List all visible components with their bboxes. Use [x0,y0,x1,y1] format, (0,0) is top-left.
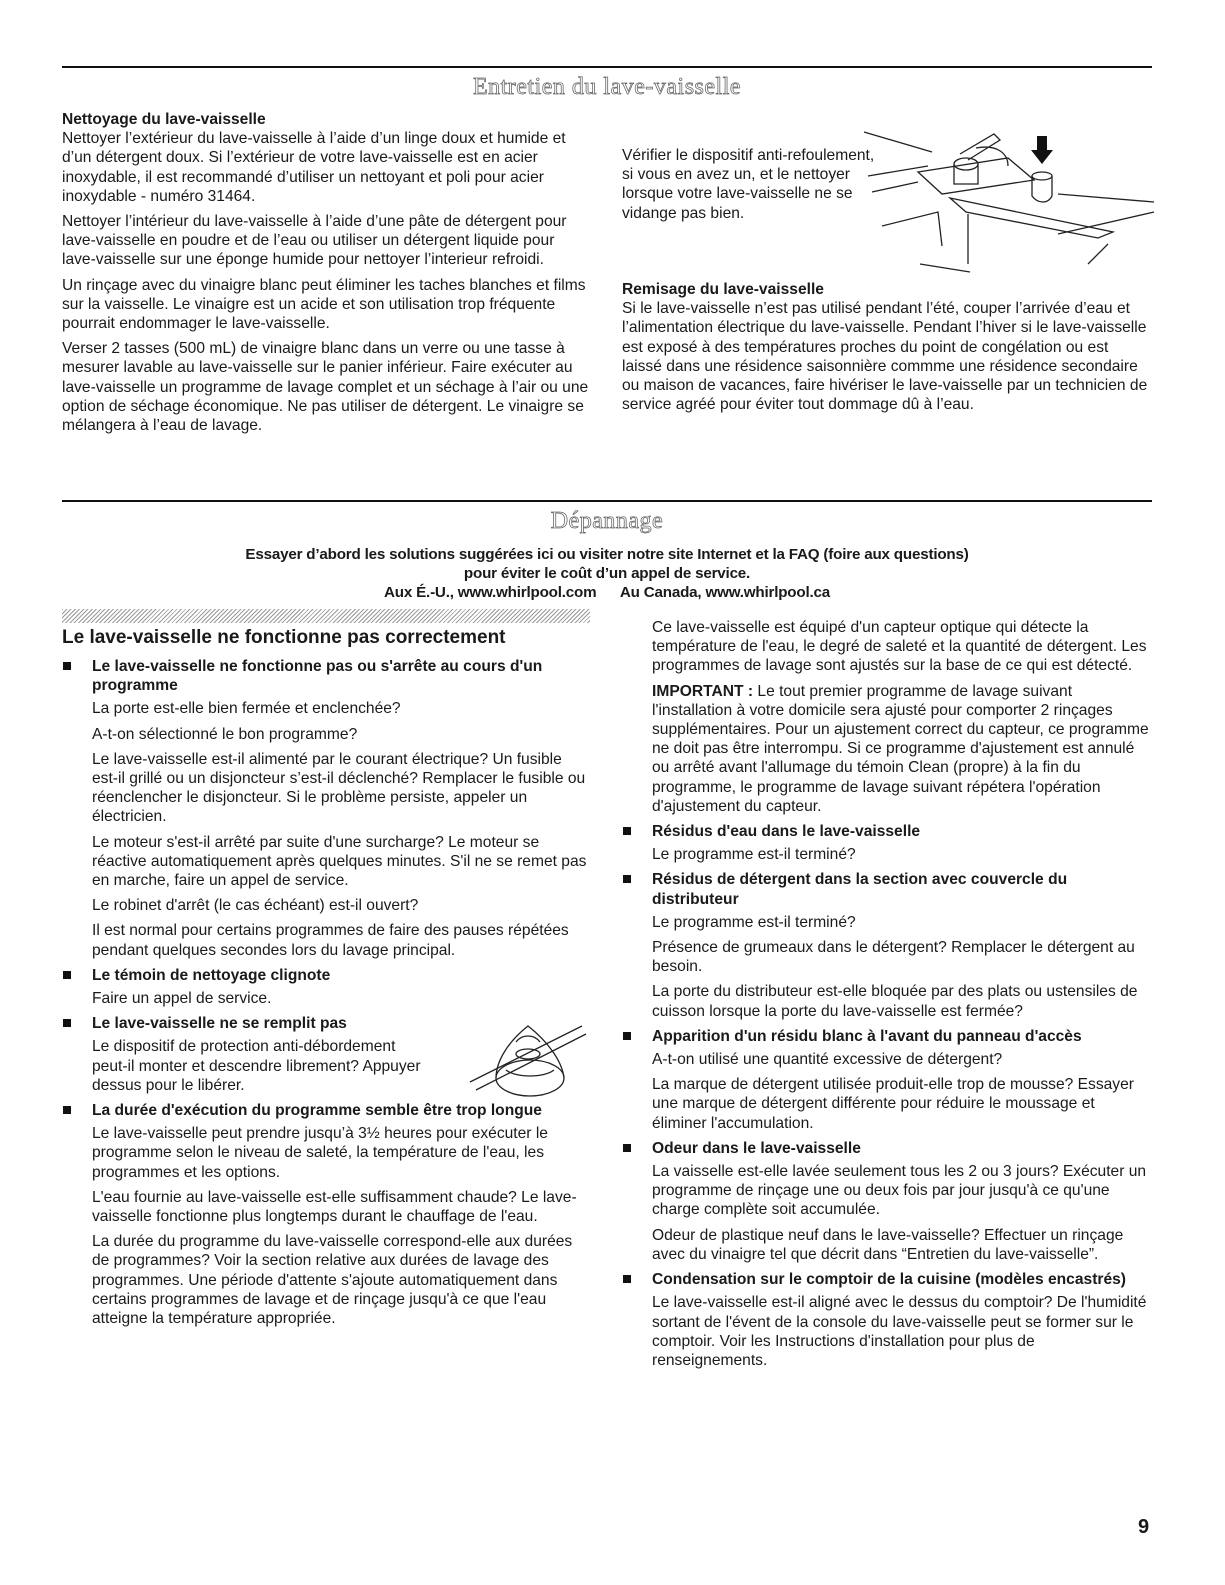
issue-title: Apparition d'un résidu blanc à l'avant du panneau d'accès [652,1027,1082,1045]
right-column-troubleshooting [622,618,1152,1376]
important-label: IMPORTANT : [652,682,754,700]
issue-answer: Il est normal pour certains programmes de faire des pauses répétées pendant quelques secondes lors du lavage principal. [92,922,569,959]
issue-answer: La durée du programme du lave-vaisselle correspond-elle aux durées de programmes? Voir la section relative aux durées de lavage des programmes. Une période d'attente s'ajoute automatiquement dans certains programmes de lavage et de rinçage jusqu'à ce que l'eau atteigne la température appropriée. [92,1233,573,1328]
issue-detergent-residue [622,870,1152,908]
cleaning-paragraph-4: Verser 2 tasses (500 mL) de vinaigre blanc dans un verre ou une tasse à mesurer lavable au lave-vaisselle sur le panier inférieur. Faire exécuter au lave-vaisselle un programme de lavage complet et un séchage à l’air ou une option de séchage économique. Ne pas utiliser de détergent. Le vinaigre se mélangera à l’eau de lavage. [62,340,589,435]
service-note-line-3 [62,583,1152,602]
issue-answer: La porte est-elle bien fermée et enclenchée? [92,700,401,718]
issue-title: Résidus de détergent dans la section avec couvercle du distributeur [652,871,1068,908]
subhead-hatch-bar [62,609,590,623]
issue-answer: Présence de grumeaux dans le détergent? Remplacer le détergent au besoin. [652,939,1135,976]
issue-condensation [622,1270,1152,1289]
section-title-troubleshooting: Dépannage [550,508,664,534]
left-column-troubleshooting [62,657,590,1334]
issue-answer: L'eau fournie au lave-vaisselle est-elle suffisamment chaude? Le lave-vaisselle fonctionne plus longtemps durant le chauffage de l'eau. [92,1188,577,1226]
issue-answer: Le lave-vaisselle peut prendre jusqu’à 3½ heures pour exécuter le programme selon le niveau de saleté, la température de l'eau, les programmes et les options. [92,1125,548,1181]
important-text: Le tout premier programme de lavage suivant l'installation à votre domicile sera ajusté pour comporter 2 rinçages supplémentaires. Pour un ajustement correct du capteur, ce programme ne doit pas être interrompu. Si ce programme d'ajustement est annulé ou arrêté avant l'allumage du témoin Clean (propre) à la fin du programme, le programme de lavage suivant répétera l'opération d'ajustement du capteur. [652,682,1149,815]
section-title-maintenance: Entretien du lave-vaisselle [472,74,742,100]
storage-paragraph: Si le lave-vaisselle n’est pas utilisé pendant l’été, couper l’arrivée d’eau et l’alimentation électrique du lave-vaisselle. Pendant l’hiver si le lave-vaisselle est exposé à des températures proches du point de congélation ou est laissé dans une résidence saisonnière commme une résidence secondaire ou maison de vacances, faire hivériser le lave-vaisselle par un technicien de service agréé pour éviter tout dommage dû à l’eau. [622,300,1148,414]
issue-answer: La marque de détergent utilisée produit-elle trop de mousse? Essayer une marque de détergent différente pour réduire le moussage et éliminer l'accumulation. [652,1076,1134,1132]
issue-answer: Le lave-vaisselle est-il alimenté par le courant électrique? Un fusible est-il grillé ou un disjoncteur s’est-il déclenché? Remplacer le fusible ou réenclencher le disjoncteur. Si le problème persiste, appeler un électricien. [92,750,586,826]
service-note-line-2: pour éviter le coût d’un appel de service. [463,565,751,582]
issue-answer: Odeur de plastique neuf dans le lave-vaisselle? Effectuer un rinçage avec du vinaigre tel que décrit dans “Entretien du lave-vaisselle”. [652,1226,1124,1263]
section-rule-top [62,66,1152,68]
air-gap-arrow-shaft [1037,136,1047,150]
cleaning-heading: Nettoyage du lave-vaisselle [62,111,266,128]
issue-odor [622,1139,1152,1158]
service-note [62,545,1152,602]
cleaning-paragraph-3: Un rinçage avec du vinaigre blanc peut éliminer les taches blanches et films sur la vaisselle. Le vinaigre est un acide et son utilisation trop fréquente pourrait endommager le lave-vaisselle. [62,276,586,333]
issue-answer: Le programme est-il terminé? [652,846,856,864]
air-gap-illustration [858,114,1154,278]
issue-answer: Le dispositif de protection anti-débordement peut-il monter et descendre librement? Appuyer dessus pour le libérer. [92,1038,421,1094]
bullet-square-icon [63,1019,71,1027]
issue-clean-light-blinks [62,966,590,985]
issue-answer: Le moteur s'est-il arrêté par suite d'une surcharge? Le moteur se réactive automatiquement après quelques minutes. S'il ne se remet pas en marche, faire un appel de service. [92,833,587,890]
issue-not-operating [62,657,590,695]
issue-white-residue [622,1027,1152,1046]
issue-water-residue [622,822,1152,841]
important-paragraph [622,682,1152,816]
bullet-square-icon [623,1275,631,1283]
airgap-paragraph: Vérifier le dispositif anti-refoulement, si vous en avez un, et le nettoyer lorsque votre lave-vaisselle ne se vidange pas bien. [622,147,875,222]
issue-title: Le lave-vaisselle ne fonctionne pas ou s'arrête au cours d'un programme [92,658,543,695]
left-column-maintenance [62,110,590,441]
bullet-square-icon [623,1144,631,1152]
issue-title: Le lave-vaisselle ne se remplit pas [92,1015,347,1033]
float-protector-illustration [466,1020,590,1104]
cleaning-paragraph-1: Nettoyer l’extérieur du lave-vaisselle à l’aide d’un linge doux et humide et d’un détergent doux. Si l’extérieur de votre lave-vaisselle est en acier inoxydable, il est recommandé d’utiliser un nettoyant et poli pour acier inoxydable - numéro 31464. [62,130,566,205]
issue-answer: Faire un appel de service. [92,990,272,1008]
issue-answer: A-t-on sélectionné le bon programme? [92,725,358,743]
canada-website-link[interactable]: Au Canada, www.whirlpool.ca [619,584,830,601]
cleaning-paragraph-2: Nettoyer l’intérieur du lave-vaisselle à l’aide d’une pâte de détergent pour lave-vaisselle en poudre et de l’eau ou utiliser un détergent liquide pour lave-vaisselle sur une éponge humide pour nettoyer l’interieur refroidi. [62,213,567,269]
issue-answer: A-t-on utilisé une quantité excessive de détergent? [652,1051,1003,1069]
issue-answer: La porte du distributeur est-elle bloquée par des plats ou ustensiles de cuisson lorsque la porte du lave-vaisselle est fermée? [652,983,1138,1020]
issue-answer: Le robinet d'arrêt (le cas échéant) est-il ouvert? [92,897,419,915]
bullet-square-icon [623,1032,631,1040]
issue-title: Odeur dans le lave-vaisselle [652,1139,861,1157]
issue-answer: La vaisselle est-elle lavée seulement tous les 2 ou 3 jours? Exécuter un programme de rinçage une ou deux fois par jour jusqu'à ce qu'une charge complète soit accumulée. [652,1163,1147,1219]
issue-title: Le témoin de nettoyage clignote [92,966,331,984]
bullet-square-icon [623,875,631,883]
air-gap-arrow-head [1031,150,1053,164]
troubleshooting-subheading: Le lave-vaisselle ne fonctionne pas correctement [62,627,506,648]
page-number: 9 [1138,1516,1150,1538]
bullet-square-icon [623,827,631,835]
issue-title: Résidus d'eau dans le lave-vaisselle [652,823,921,841]
section-rule-troubleshooting [62,500,1152,502]
airgap-text-block [622,146,884,229]
issue-answer: Le programme est-il terminé? [652,913,856,931]
issue-title: Condensation sur le comptoir de la cuisine (modèles encastrés) [652,1271,1127,1289]
sensor-paragraph: Ce lave-vaisselle est équipé d'un capteur optique qui détecte la température de l'eau, le degré de saleté et la quantité de détergent. Les programmes de lavage sont ajustés sur la base de ce qui est détecté. [652,619,1147,675]
storage-heading: Remisage du lave-vaisselle [622,281,824,298]
service-note-line-1: Essayer d’abord les solutions suggérées ici ou visiter notre site Internet et la FAQ (foire aux questions) [245,546,969,563]
bullet-square-icon [63,662,71,670]
issue-title: La durée d'exécution du programme semble être trop longue [92,1102,542,1120]
bullet-square-icon [63,1106,71,1114]
us-website-link[interactable]: Aux É.-U., www.whirlpool.com [384,584,597,601]
storage-block [622,280,1152,420]
issue-answer: Le lave-vaisselle est-il aligné avec le dessus du comptoir? De l'humidité sortant de l'évent de la console du lave-vaisselle peut se former sur le comptoir. Voir les Instructions d'installation pour plus de renseignements. [652,1294,1147,1369]
bullet-square-icon [63,971,71,979]
